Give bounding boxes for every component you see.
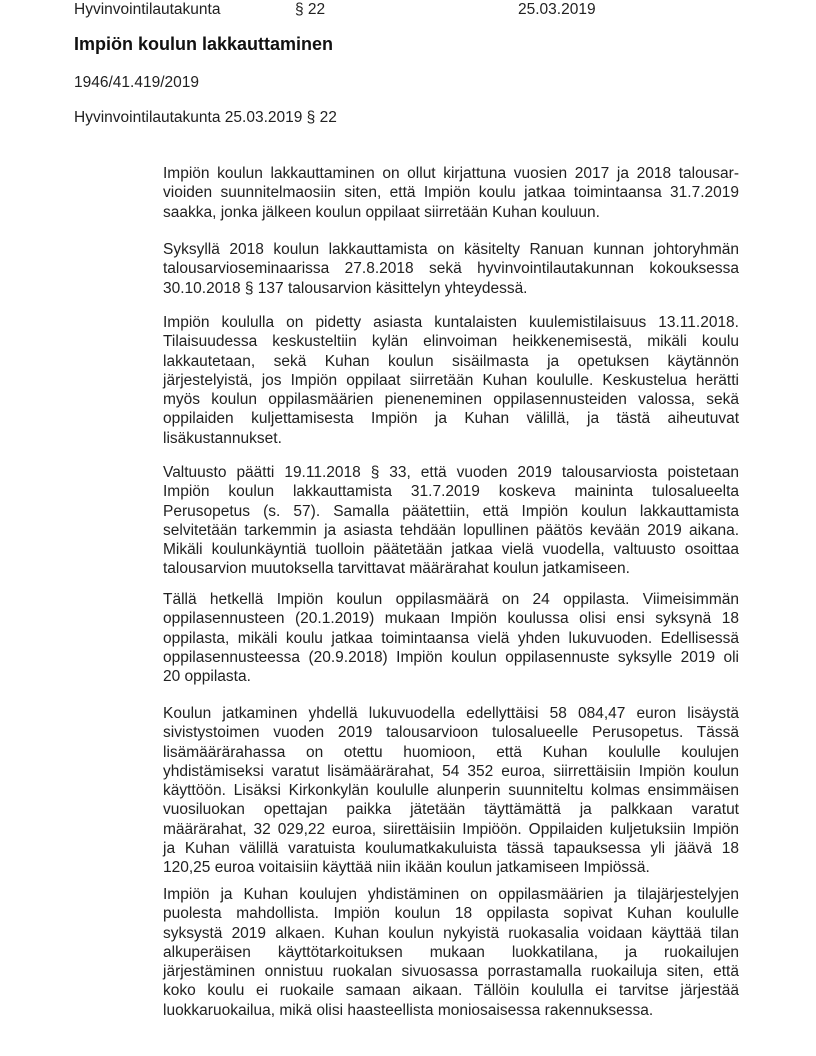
text-line: vuosiluokan opettajan paikka jätetään täyttämättä ja palkkaan varatut bbox=[163, 801, 739, 819]
paragraph-3 bbox=[163, 313, 739, 448]
text-line: ja Kuhan välillä varatuista koulumatkakuluista tässä tapauksessa yli jäävä 18 bbox=[163, 840, 739, 858]
text-line: Syksyllä 2018 koulun lakkauttamista on käsitelty Ranuan kunnan johtoryhmän bbox=[163, 241, 739, 258]
text-line: Impiön ja Kuhan koulujen yhdistäminen on oppilasmäärien ja tilajärjestelyjen bbox=[163, 886, 739, 903]
text-line: Impiön koululla on pidetty asiasta kuntalaisten kuulemistilaisuus 13.11.2018. bbox=[163, 314, 739, 331]
reference-line: Hyvinvointilautakunta 25.03.2019 § 22 bbox=[74, 109, 337, 126]
paragraph-2 bbox=[163, 240, 739, 298]
text-line: määrärahat, 32 029,22 euroa, siirettäisiin Impiöön. Oppilaiden kuljetuksiin Impiön bbox=[163, 820, 739, 838]
text-line: myös koulun oppilasmäärien pieneneminen oppilasennusteiden valossa, sekä bbox=[163, 391, 739, 409]
text-line: talousarvion muutoksella tarvittavat määrärahat koulun jatkamiseen. bbox=[163, 560, 630, 578]
text-line: Impiön koulun lakkauttamista 31.7.2019 koskeva maininta tulosalueelta bbox=[163, 483, 739, 501]
header-date: 25.03.2019 bbox=[518, 1, 596, 18]
paragraph-4 bbox=[163, 463, 739, 579]
text-line: oppilaiden kuljettamisesta Impiön ja Kuhan välillä, ja tästä aiheutuvat bbox=[163, 410, 739, 428]
text-line: järjestäminen onnistuu ruokalan sivuosassa porrastamalla ruokailuja siten, että bbox=[163, 963, 739, 981]
case-number: 1946/41.419/2019 bbox=[74, 74, 199, 91]
text-line: saakka, jonka jälkeen koulun oppilaat siirretään Kuhan kouluun. bbox=[163, 203, 600, 221]
text-line: käyttöön. Lisäksi Kirkonkylän koululle alunperin suunniteltu kolmas ensimmäisen bbox=[163, 782, 739, 800]
text-line: puolesta mahdollista. Impiön koulun 18 oppilasta sopivat Kuhan koululle bbox=[163, 905, 739, 923]
text-line: Valtuusto päätti 19.11.2018 § 33, että vuoden 2019 talousarviosta poistetaan bbox=[163, 464, 739, 481]
text-line: lakkautetaan, sekä Kuhan koulun sisäilmasta ja opetuksen käytännön bbox=[163, 352, 739, 370]
text-line: oppilasta, mikäli koulu jatkaa toimintaansa vielä yhden lukuvuoden. Edellisessä bbox=[163, 629, 739, 647]
paragraph-1 bbox=[163, 164, 739, 222]
text-line: oppilasennusteen (20.1.2019) mukaan Impiön koulussa olisi ensi syksynä 18 bbox=[163, 610, 739, 628]
paragraph-6 bbox=[163, 704, 739, 878]
text-line: sivistystoimen vuoden 2019 talousarvioon tulosalueelle Perusopetus. Tässä bbox=[163, 724, 739, 742]
document-title: Impiön koulun lakkauttaminen bbox=[74, 34, 334, 54]
text-line: 20 oppilasta. bbox=[163, 668, 251, 686]
text-line: yhdistämiseksi varatut lisämäärärahat, 54 352 euroa, siirrettäisiin Impiön koulun bbox=[163, 762, 739, 780]
text-line: Mikäli koulunkäyntiä tuolloin päätetään jatkaa vielä vuodella, valtuusto osoittaa bbox=[163, 541, 739, 559]
header-section-mark: § 22 bbox=[295, 1, 326, 18]
text-line: oppilasennusteessa (20.9.2018) Impiön koulun oppilasennuste syksylle 2019 oli bbox=[163, 648, 739, 666]
text-line: koko koulu ei ruokaile samaan aikaan. Tällöin koululla ei tarvitse järjestää bbox=[163, 982, 739, 1000]
text-line: Perusopetus (s. 57). Samalla päätettiin, että Impiön koulun lakkauttamista bbox=[163, 502, 739, 520]
text-line: Impiön koulun lakkauttaminen on ollut kirjattuna vuosien 2017 ja 2018 talousar- bbox=[163, 165, 739, 182]
text-line: talousarvioseminaarissa 27.8.2018 sekä hyvinvointilautakunnan kokouksessa bbox=[163, 260, 739, 278]
text-line: lisäkustannukset. bbox=[163, 429, 282, 447]
paragraph-7 bbox=[163, 885, 739, 1020]
header-committee: Hyvinvointilautakunta bbox=[74, 1, 221, 18]
text-line: luokkaruokailua, mikä olisi haasteellista moniosaisessa rakennuksessa. bbox=[163, 1001, 654, 1019]
text-line: 120,25 euroa voitaisiin käyttää niin ikään koulun jatkamiseen Impiössä. bbox=[163, 859, 650, 877]
text-line: syksystä 2019 alkaen. Kuhan koulun nykyistä ruokasalia voidaan käyttää tilan bbox=[163, 924, 739, 942]
text-line: vioiden suunnitelmaosiin siten, että Impiön koulu jatkaa toimintaansa 31.7.2019 bbox=[163, 184, 739, 202]
text-line: 30.10.2018 § 137 talousarvion käsittelyn yhteydessä. bbox=[163, 279, 528, 297]
text-line: Koulun jatkaminen yhdellä lukuvuodella edellyttäisi 58 084,47 euron lisäystä bbox=[163, 705, 739, 722]
text-line: Tällä hetkellä Impiön koulun oppilasmäärä on 24 oppilasta. Viimeisimmän bbox=[163, 591, 739, 608]
text-line: Tilaisuudessa keskusteltiin kylän elinvoiman heikkenemisestä, mikäli koulu bbox=[163, 333, 739, 351]
paragraph-5 bbox=[163, 590, 739, 686]
text-line: järjestelyistä, jos Impiön oppilaat siirretään Kuhan koululle. Keskustelua herätti bbox=[163, 371, 739, 389]
text-line: alkuperäisen käyttötarkoituksen mukaan luokkatilana, ja ruokailujen bbox=[163, 943, 739, 961]
text-line: lisämäärärahassa on otettu huomioon, että Kuhan koululle koulujen bbox=[163, 743, 739, 761]
text-line: selvitetään tarkemmin ja asiasta tehdään lopullinen päätös kevään 2019 aikana. bbox=[163, 521, 739, 539]
